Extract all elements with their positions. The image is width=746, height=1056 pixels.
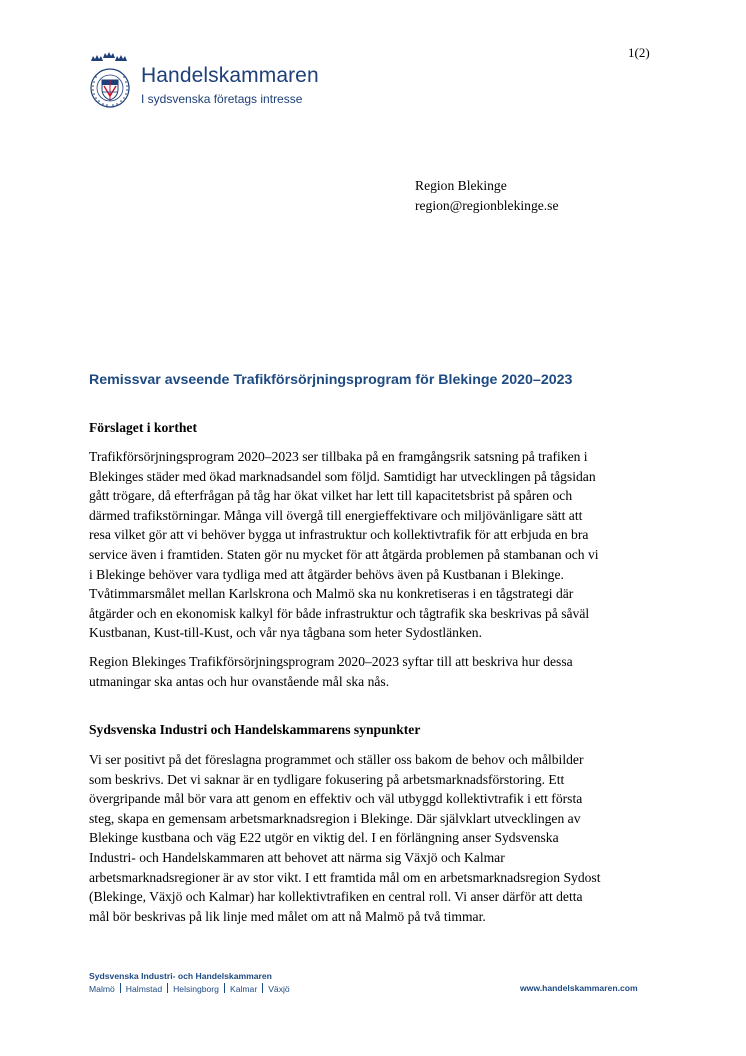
text-line: resa vilket gör att vi behöver bygga ut infrastruktur och kollektivtrafik för att erbjuda en bra — [89, 527, 589, 543]
text-line: Blekinges städer med ökad marknadsandel som följd. Samtidigt har utvecklingen på tågsidan — [89, 468, 596, 484]
text-line: service även i framtiden. Staten gör nu mycket för att åtgärda problemen på stambanan och vi — [89, 546, 599, 562]
footer-city: Helsingborg — [173, 984, 219, 994]
viewpoints-paragraph — [89, 750, 689, 926]
text-line: Tvåtimmarsmålet mellan Karlskrona och Malmö ska nu konkretiseras i en tågstrategi där — [89, 586, 574, 602]
recipient-email: region@regionblekinge.se — [415, 198, 559, 213]
page-number: 1(2) — [628, 45, 650, 60]
logo-tagline: I sydsvenska företags intresse — [141, 92, 303, 106]
footer-separator — [167, 983, 168, 993]
text-line: utmaningar ska antas och hur ovanstående mål ska nås. — [89, 673, 390, 689]
footer-separator — [262, 983, 263, 993]
section-heading-summary: Förslaget i korthet — [89, 420, 197, 435]
text-line: arbetsmarknadsregioner är av stor vikt. I ett framtida mål om en arbetsmarknadsregion Sydost — [89, 869, 601, 885]
section-heading-viewpoints: Sydsvenska Industri och Handelskammarens synpunkter — [89, 722, 421, 737]
summary-paragraph-1 — [89, 447, 689, 643]
text-line: mål bör beskrivas på lik linje med målet om att nå Malmö på två timmar. — [89, 908, 486, 924]
footer-city: Malmö — [89, 984, 115, 994]
text-line: i Blekinge behöver vara tydliga med att åtgärder behövs även på Kustbanan i Blekinge. — [89, 566, 564, 582]
footer-city: Kalmar — [229, 984, 258, 994]
recipient-name: Region Blekinge — [415, 178, 507, 193]
footer-city: Växjö — [268, 984, 290, 994]
footer-website-link[interactable]: www.handelskammaren.com — [520, 983, 638, 993]
text-line: åtgärder och en ekonomisk kalkyl för både infrastruktur och tågtrafik ska beskrivas på såväl — [89, 605, 590, 621]
text-line: därmed trafikstörningar. Många vill övergå till energieffektivare och miljövänligare sätt att — [89, 507, 583, 523]
text-line: (Blekinge, Växjö och Kalmar) har kollektivtrafiken en central roll. Vi anser därför att detta — [89, 889, 583, 905]
text-line: Industri- och Handelskammaren att behovet att närma sig Växjö och Kalmar — [89, 849, 505, 865]
summary-paragraph-2 — [89, 652, 689, 691]
text-line: Kustbanan, Kust-till-Kust, och vår nya tågbana som heter Sydostlänken. — [89, 625, 483, 641]
logo — [86, 52, 346, 116]
recipient-address — [415, 176, 559, 216]
document-title: Remissvar avseende Trafikförsörjningsprogram för Blekinge 2020–2023 — [89, 372, 573, 388]
text-line: övergripande mål bör vara att genom en effektiv och väl utbyggd kollektivtrafik i ett första — [89, 791, 583, 807]
chamber-emblem-icon — [86, 52, 134, 110]
text-line: Region Blekinges Trafikförsörjningsprogram 2020–2023 syftar till att beskriva hur dessa — [89, 654, 573, 669]
logo-name: Handelskammaren — [141, 64, 319, 87]
footer-separator — [224, 983, 225, 993]
text-line: gått trögare, då efterfrågan på tåg har ökat vilket har lett till kapacitetsbrist på spåren och — [89, 488, 573, 504]
footer-city: Halmstad — [125, 984, 163, 994]
footer-organization: Sydsvenska Industri- och Handelskammaren — [89, 971, 272, 981]
text-line: som beskrivs. Det vi saknar är en tydligare fokusering på arbetsmarknadsförstoring. Ett — [89, 771, 565, 787]
text-line: Blekinge kustbana och väg E22 utgör en viktig del. I en förlängning anser Sydsvenska — [89, 830, 559, 846]
text-line: steg, skapa en gemensam arbetsmarknadsregion i Blekinge. Där självklart utvecklingen av — [89, 810, 581, 826]
footer-cities — [89, 983, 290, 994]
text-line: Trafikförsörjningsprogram 2020–2023 ser tillbaka på en framgångsrik satsning på trafiken i — [89, 449, 588, 464]
footer-separator — [120, 983, 121, 993]
text-line: Vi ser positivt på det föreslagna programmet och ställer oss bakom de behov och målbilder — [89, 752, 584, 767]
